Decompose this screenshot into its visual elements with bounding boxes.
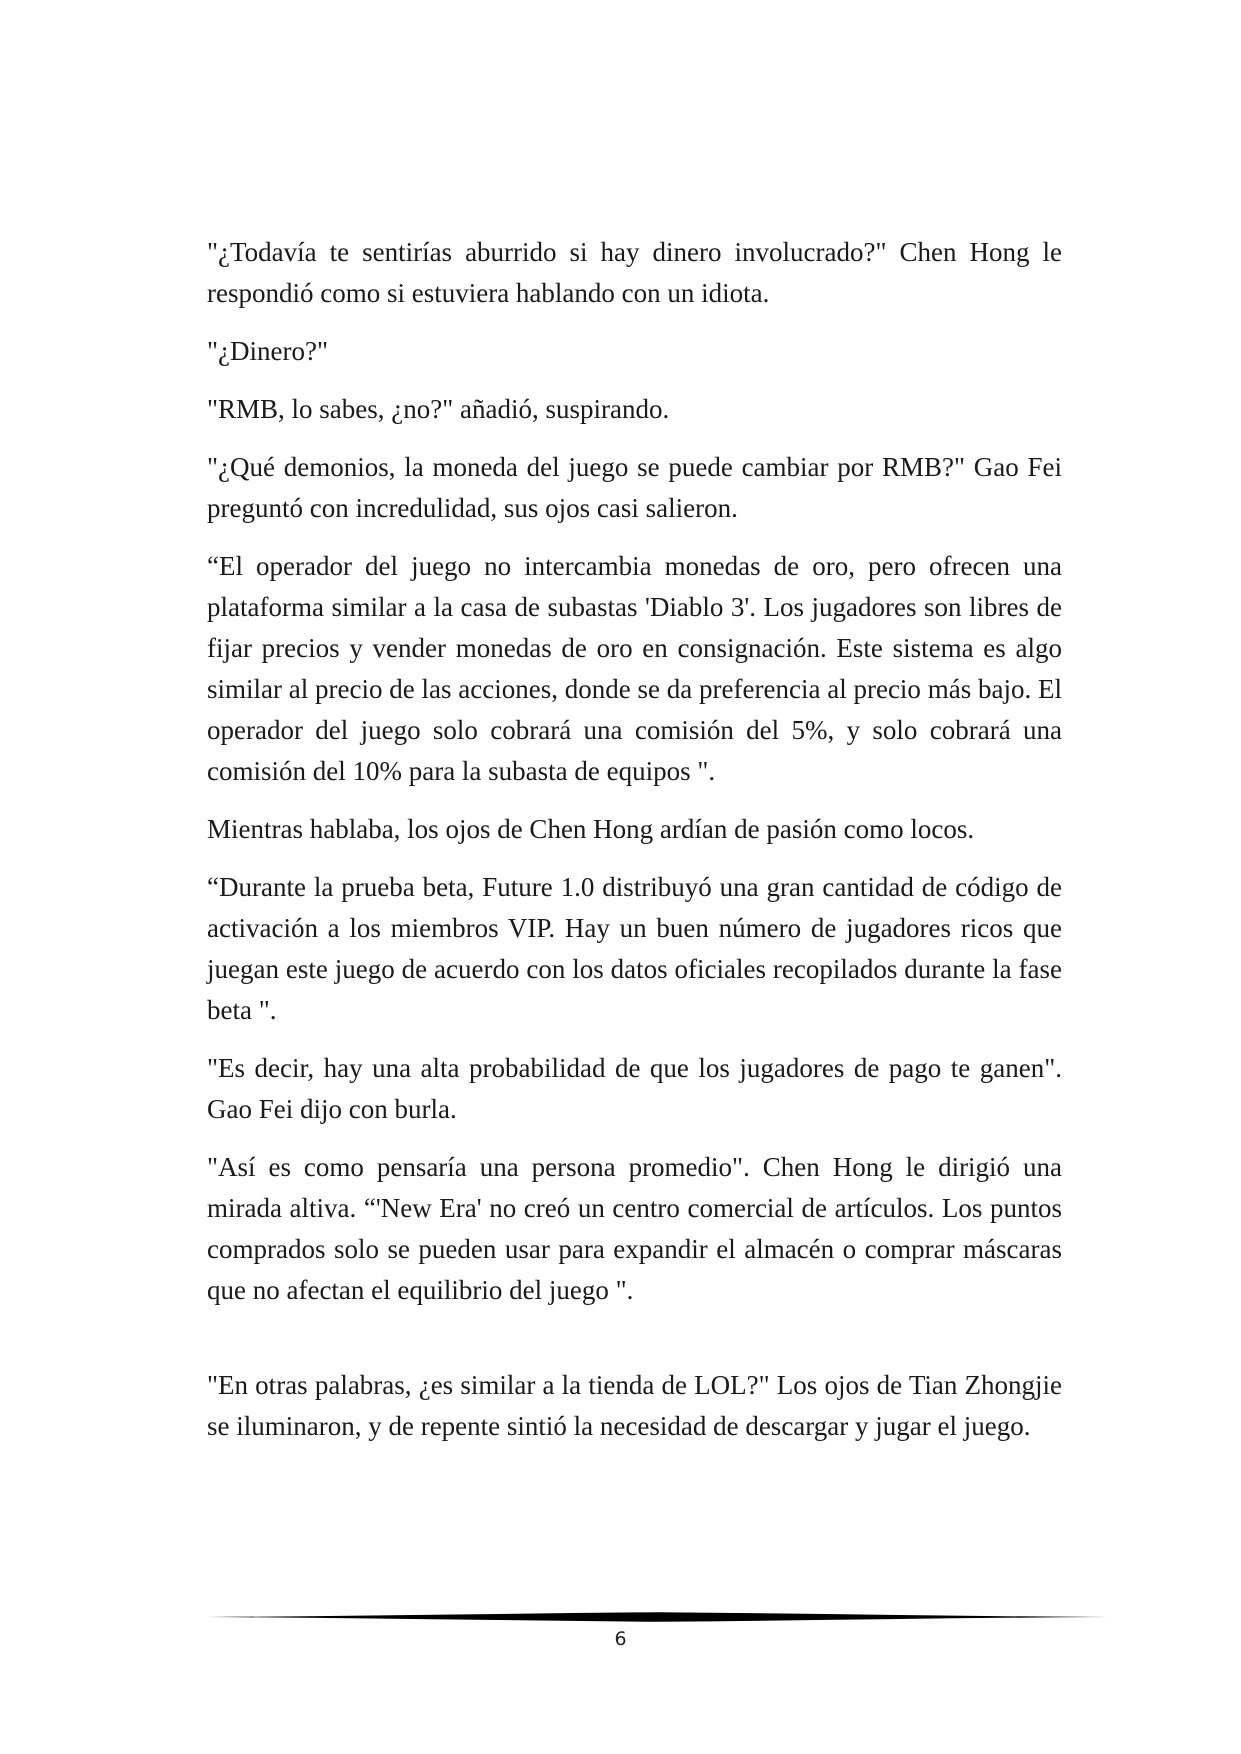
paragraph-3: "RMB, lo sabes, ¿no?" añadió, suspirando. [207,394,670,424]
paragraph-1: "¿Todavía te sentirías aburrido si hay dinero involucrado?" Chen Hong le respondió como si estuviera hablando con un idiota. [207,237,1062,308]
paragraph-6: Mientras hablaba, los ojos de Chen Hong ardían de pasión como locos. [207,814,975,844]
paragraph-2: "¿Dinero?" [207,336,328,366]
paragraph-5: “El operador del juego no intercambia monedas de oro, pero ofrecen una plataforma similar a la casa de subastas 'Diablo 3'. Los jugadores son libres de fijar precios y vender monedas de oro en consignación. Este sistema es algo similar al precio de las acciones, donde se da preferencia al precio más bajo. El operador del juego solo cobrará una comisión del 5%, y solo cobrará una comisión del 10% para la subasta de equipos ". [207,551,1062,786]
paragraph-4: "¿Qué demonios, la moneda del juego se puede cambiar por RMB?" Gao Fei preguntó con incredulidad, sus ojos casi salieron. [207,452,1062,523]
paragraph-9: "Así es como pensaría una persona promedio". Chen Hong le dirigió una mirada altiva. “'New Era' no creó un centro comercial de artículos. Los puntos comprados solo se pueden usar para expandir el almacén o comprar máscaras que no afectan el equilibrio del juego ". [207,1152,1062,1305]
paragraph-8: "Es decir, hay una alta probabilidad de que los jugadores de pago te ganen". Gao Fei dijo con burla. [207,1053,1062,1124]
body-text [207,232,1062,1464]
paragraph-10: "En otras palabras, ¿es similar a la tienda de LOL?" Los ojos de Tian Zhongjie se iluminaron, y de repente sintió la necesidad de descargar y jugar el juego. [207,1370,1062,1441]
footer-divider [207,1611,1107,1623]
page-number: 6 [614,1628,627,1650]
paragraph-7: “Durante la prueba beta, Future 1.0 distribuyó una gran cantidad de código de activación a los miembros VIP. Hay un buen número de jugadores ricos que juegan este juego de acuerdo con los datos oficiales recopilados durante la fase beta ". [207,872,1062,1025]
